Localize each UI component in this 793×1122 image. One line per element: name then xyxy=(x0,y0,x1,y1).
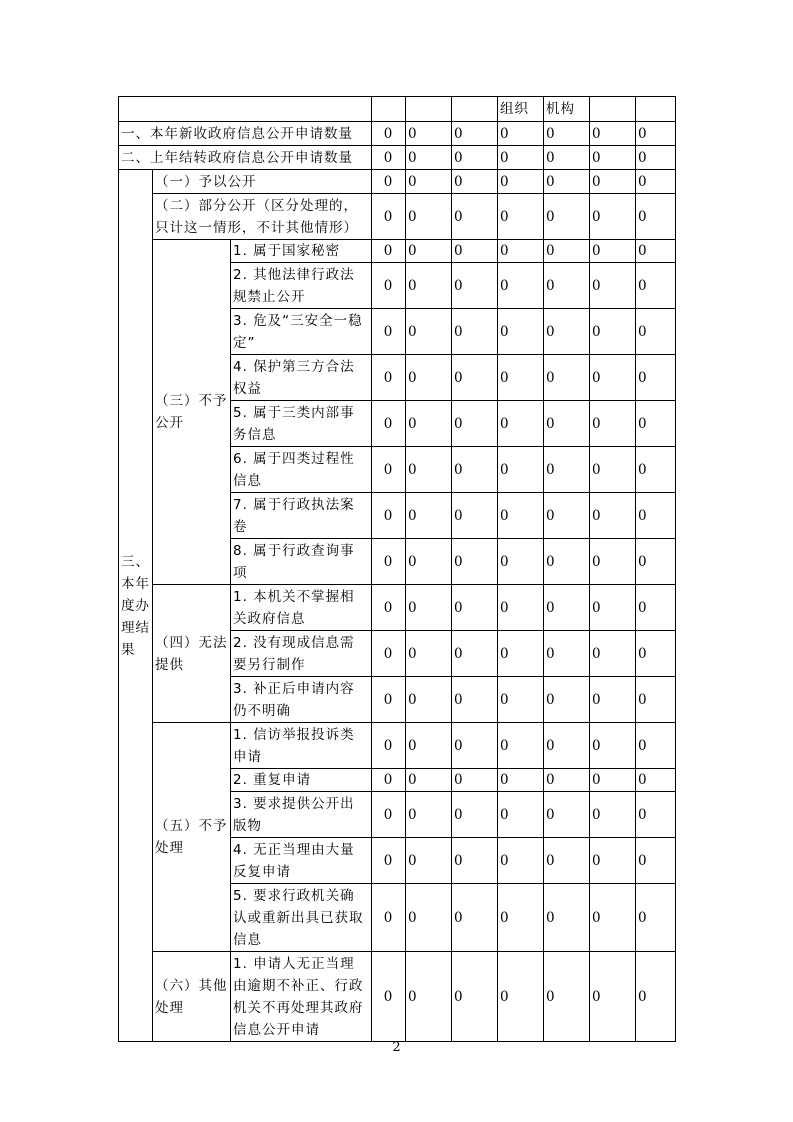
header-cell xyxy=(372,97,406,122)
value-cell: 0 xyxy=(590,309,636,355)
value-cell: 0 xyxy=(406,309,452,355)
value-cell: 0 xyxy=(590,355,636,401)
value-cell: 0 xyxy=(498,122,544,146)
value-cell: 0 xyxy=(636,631,676,677)
item-label: 8. 属于行政查询事项 xyxy=(231,539,372,585)
value-cell: 0 xyxy=(544,723,590,769)
value-cell: 0 xyxy=(452,170,498,194)
table-row xyxy=(119,240,676,263)
value-cell: 0 xyxy=(498,838,544,884)
value-cell: 0 xyxy=(590,884,636,952)
value-cell: 0 xyxy=(636,355,676,401)
value-cell: 0 xyxy=(406,838,452,884)
value-cell: 0 xyxy=(590,240,636,263)
value-cell: 0 xyxy=(372,585,406,631)
value-cell: 0 xyxy=(406,493,452,539)
value-cell: 0 xyxy=(498,194,544,240)
header-cell xyxy=(636,97,676,122)
value-cell: 0 xyxy=(372,838,406,884)
value-cell: 0 xyxy=(372,146,406,170)
value-cell: 0 xyxy=(372,539,406,585)
group-label: （一）予以公开 xyxy=(153,170,372,194)
value-cell: 0 xyxy=(498,677,544,723)
value-cell: 0 xyxy=(590,539,636,585)
value-cell: 0 xyxy=(590,401,636,447)
value-cell: 0 xyxy=(452,792,498,838)
value-cell: 0 xyxy=(372,170,406,194)
value-cell: 0 xyxy=(544,884,590,952)
header-label-cell xyxy=(119,97,372,122)
value-cell: 0 xyxy=(372,677,406,723)
value-cell: 0 xyxy=(590,769,636,792)
value-cell: 0 xyxy=(372,952,406,1042)
value-cell: 0 xyxy=(544,952,590,1042)
row-label: 一、本年新收政府信息公开申请数量 xyxy=(119,122,372,146)
value-cell: 0 xyxy=(590,723,636,769)
value-cell: 0 xyxy=(372,263,406,309)
value-cell: 0 xyxy=(452,355,498,401)
value-cell: 0 xyxy=(452,146,498,170)
value-cell: 0 xyxy=(406,677,452,723)
value-cell: 0 xyxy=(590,194,636,240)
value-cell: 0 xyxy=(406,146,452,170)
value-cell: 0 xyxy=(590,838,636,884)
value-cell: 0 xyxy=(544,769,590,792)
value-cell: 0 xyxy=(372,194,406,240)
value-cell: 0 xyxy=(452,838,498,884)
value-cell: 0 xyxy=(406,263,452,309)
value-cell: 0 xyxy=(406,539,452,585)
value-cell: 0 xyxy=(452,493,498,539)
value-cell: 0 xyxy=(498,884,544,952)
value-cell: 0 xyxy=(636,240,676,263)
item-label: 3. 危及“三安全一稳定” xyxy=(231,309,372,355)
value-cell: 0 xyxy=(636,677,676,723)
item-label: 5. 属于三类内部事务信息 xyxy=(231,401,372,447)
item-label: 1. 申请人无正当理由逾期不补正、行政机关不再处理其政府信息公开申请 xyxy=(231,952,372,1042)
value-cell: 0 xyxy=(544,146,590,170)
gov-info-disclosure-table xyxy=(118,96,676,1042)
value-cell: 0 xyxy=(498,539,544,585)
value-cell: 0 xyxy=(372,240,406,263)
value-cell: 0 xyxy=(498,493,544,539)
value-cell: 0 xyxy=(590,585,636,631)
table-row xyxy=(119,194,676,240)
value-cell: 0 xyxy=(590,447,636,493)
value-cell: 0 xyxy=(372,447,406,493)
value-cell: 0 xyxy=(590,631,636,677)
header-cell xyxy=(590,97,636,122)
value-cell: 0 xyxy=(636,769,676,792)
group-label: （二）部分公开（区分处理的，只计这一情形，不计其他情形） xyxy=(153,194,372,240)
value-cell: 0 xyxy=(636,539,676,585)
value-cell: 0 xyxy=(636,122,676,146)
item-label: 4. 无正当理由大量反复申请 xyxy=(231,838,372,884)
value-cell: 0 xyxy=(452,769,498,792)
value-cell: 0 xyxy=(544,122,590,146)
header-row xyxy=(119,97,676,122)
value-cell: 0 xyxy=(372,309,406,355)
value-cell: 0 xyxy=(406,170,452,194)
value-cell: 0 xyxy=(544,355,590,401)
item-label: 3. 补正后申请内容仍不明确 xyxy=(231,677,372,723)
value-cell: 0 xyxy=(636,309,676,355)
value-cell: 0 xyxy=(372,792,406,838)
value-cell: 0 xyxy=(406,723,452,769)
value-cell: 0 xyxy=(498,401,544,447)
value-cell: 0 xyxy=(452,122,498,146)
value-cell: 0 xyxy=(498,170,544,194)
value-cell: 0 xyxy=(406,240,452,263)
value-cell: 0 xyxy=(406,585,452,631)
value-cell: 0 xyxy=(498,263,544,309)
value-cell: 0 xyxy=(452,240,498,263)
value-cell: 0 xyxy=(406,355,452,401)
value-cell: 0 xyxy=(544,401,590,447)
value-cell: 0 xyxy=(452,631,498,677)
item-label: 3. 要求提供公开出版物 xyxy=(231,792,372,838)
value-cell: 0 xyxy=(636,146,676,170)
value-cell: 0 xyxy=(372,723,406,769)
value-cell: 0 xyxy=(406,792,452,838)
value-cell: 0 xyxy=(406,884,452,952)
value-cell: 0 xyxy=(544,493,590,539)
value-cell: 0 xyxy=(372,355,406,401)
value-cell: 0 xyxy=(498,146,544,170)
value-cell: 0 xyxy=(452,884,498,952)
value-cell: 0 xyxy=(544,447,590,493)
group-label: （六）其他处理 xyxy=(153,952,231,1042)
value-cell: 0 xyxy=(406,769,452,792)
value-cell: 0 xyxy=(452,263,498,309)
item-label: 1. 信访举报投诉类申请 xyxy=(231,723,372,769)
item-label: 1. 属于国家秘密 xyxy=(231,240,372,263)
value-cell: 0 xyxy=(452,194,498,240)
value-cell: 0 xyxy=(372,122,406,146)
value-cell: 0 xyxy=(636,952,676,1042)
header-cell: 组织 xyxy=(498,97,544,122)
value-cell: 0 xyxy=(406,447,452,493)
section-label: 三、本年度办理结果 xyxy=(119,170,153,1042)
header-cell xyxy=(452,97,498,122)
item-label: 4. 保护第三方合法权益 xyxy=(231,355,372,401)
value-cell: 0 xyxy=(636,170,676,194)
item-label: 2. 其他法律行政法规禁止公开 xyxy=(231,263,372,309)
table-row xyxy=(119,170,676,194)
value-cell: 0 xyxy=(498,631,544,677)
item-label: 5. 要求行政机关确认或重新出具已获取信息 xyxy=(231,884,372,952)
value-cell: 0 xyxy=(636,401,676,447)
value-cell: 0 xyxy=(372,631,406,677)
value-cell: 0 xyxy=(590,792,636,838)
value-cell: 0 xyxy=(498,585,544,631)
value-cell: 0 xyxy=(498,309,544,355)
value-cell: 0 xyxy=(590,122,636,146)
header-cell: 机构 xyxy=(544,97,590,122)
table-row xyxy=(119,122,676,146)
value-cell: 0 xyxy=(544,838,590,884)
group-label: （四）无法提供 xyxy=(153,585,231,723)
value-cell: 0 xyxy=(406,122,452,146)
value-cell: 0 xyxy=(498,769,544,792)
value-cell: 0 xyxy=(636,585,676,631)
value-cell: 0 xyxy=(636,723,676,769)
value-cell: 0 xyxy=(406,952,452,1042)
value-cell: 0 xyxy=(498,355,544,401)
value-cell: 0 xyxy=(452,677,498,723)
value-cell: 0 xyxy=(452,952,498,1042)
value-cell: 0 xyxy=(636,792,676,838)
item-label: 7. 属于行政执法案卷 xyxy=(231,493,372,539)
value-cell: 0 xyxy=(372,884,406,952)
table-row xyxy=(119,146,676,170)
value-cell: 0 xyxy=(498,447,544,493)
value-cell: 0 xyxy=(590,170,636,194)
value-cell: 0 xyxy=(544,309,590,355)
group-label: （五）不予处理 xyxy=(153,723,231,952)
value-cell: 0 xyxy=(498,723,544,769)
value-cell: 0 xyxy=(590,493,636,539)
value-cell: 0 xyxy=(544,263,590,309)
value-cell: 0 xyxy=(636,884,676,952)
value-cell: 0 xyxy=(544,240,590,263)
value-cell: 0 xyxy=(498,792,544,838)
table-row xyxy=(119,952,676,1042)
item-label: 1. 本机关不掌握相关政府信息 xyxy=(231,585,372,631)
value-cell: 0 xyxy=(544,585,590,631)
item-label: 2. 重复申请 xyxy=(231,769,372,792)
item-label: 6. 属于四类过程性信息 xyxy=(231,447,372,493)
table-row xyxy=(119,585,676,631)
value-cell: 0 xyxy=(590,952,636,1042)
page-number: 2 xyxy=(392,1040,401,1055)
value-cell: 0 xyxy=(544,792,590,838)
value-cell: 0 xyxy=(636,263,676,309)
value-cell: 0 xyxy=(544,170,590,194)
item-label: 2. 没有现成信息需要另行制作 xyxy=(231,631,372,677)
value-cell: 0 xyxy=(452,401,498,447)
value-cell: 0 xyxy=(406,401,452,447)
row-label: 二、上年结转政府信息公开申请数量 xyxy=(119,146,372,170)
value-cell: 0 xyxy=(452,723,498,769)
header-cell xyxy=(406,97,452,122)
value-cell: 0 xyxy=(544,539,590,585)
table-row xyxy=(119,723,676,769)
value-cell: 0 xyxy=(372,401,406,447)
group-label: （三）不予公开 xyxy=(153,240,231,585)
value-cell: 0 xyxy=(636,194,676,240)
value-cell: 0 xyxy=(452,539,498,585)
value-cell: 0 xyxy=(590,263,636,309)
value-cell: 0 xyxy=(452,447,498,493)
value-cell: 0 xyxy=(498,240,544,263)
value-cell: 0 xyxy=(590,146,636,170)
value-cell: 0 xyxy=(544,631,590,677)
value-cell: 0 xyxy=(452,309,498,355)
value-cell: 0 xyxy=(636,493,676,539)
value-cell: 0 xyxy=(590,677,636,723)
value-cell: 0 xyxy=(372,493,406,539)
value-cell: 0 xyxy=(636,838,676,884)
value-cell: 0 xyxy=(372,769,406,792)
value-cell: 0 xyxy=(452,585,498,631)
value-cell: 0 xyxy=(406,631,452,677)
value-cell: 0 xyxy=(498,952,544,1042)
value-cell: 0 xyxy=(544,194,590,240)
value-cell: 0 xyxy=(544,677,590,723)
value-cell: 0 xyxy=(636,447,676,493)
value-cell: 0 xyxy=(406,194,452,240)
